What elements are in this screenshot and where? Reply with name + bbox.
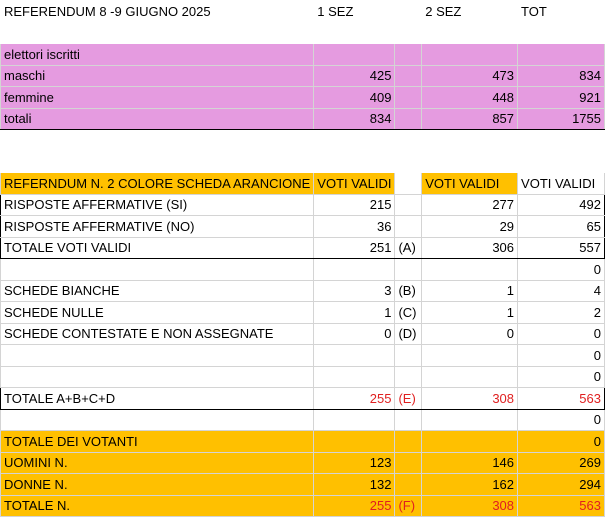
cell-s2[interactable]: 857 [422, 108, 518, 130]
cell-tot[interactable]: 834 [518, 65, 605, 87]
spacer-row [1, 151, 605, 173]
cell-s1[interactable]: 1 [314, 302, 395, 324]
row-label[interactable]: totali [1, 108, 314, 130]
row-blank [1, 259, 605, 281]
cell-s2[interactable]: 146 [422, 452, 518, 474]
row-si [1, 194, 605, 216]
cell-tot[interactable]: 269 [518, 452, 605, 474]
cell-tot[interactable]: 294 [518, 474, 605, 496]
row-blank [1, 366, 605, 388]
row-blank [1, 345, 605, 367]
electors-row-femmine [1, 87, 605, 109]
cell-tot[interactable]: 563 [518, 388, 605, 410]
cell-s1[interactable]: 132 [314, 474, 395, 496]
cell-s1[interactable]: 255 [314, 495, 395, 517]
row-nulle [1, 302, 605, 324]
row-label[interactable]: TOTALE VOTI VALIDI [1, 237, 314, 259]
col-s1-header[interactable]: VOTI VALIDI [314, 173, 395, 195]
referendum-header-row [1, 173, 605, 195]
row-votanti [1, 431, 605, 453]
row-label[interactable]: DONNE N. [1, 474, 314, 496]
cell-s1[interactable]: 3 [314, 280, 395, 302]
cell-tot[interactable]: 65 [518, 216, 605, 238]
row-blank [1, 409, 605, 431]
header-row [1, 1, 605, 23]
row-label[interactable]: femmine [1, 87, 314, 109]
spacer-row [1, 22, 605, 44]
cell-tot[interactable]: 1755 [518, 108, 605, 130]
cell-s2[interactable]: 0 [422, 323, 518, 345]
cell-tag[interactable]: (E) [395, 388, 422, 410]
cell-s2[interactable]: 473 [422, 65, 518, 87]
cell-tag[interactable]: (A) [395, 237, 422, 259]
cell-tot[interactable]: 0 [518, 431, 605, 453]
cell-s2[interactable]: 162 [422, 474, 518, 496]
cell-s1[interactable]: 251 [314, 237, 395, 259]
cell-tot[interactable]: 0 [518, 366, 605, 388]
row-label[interactable]: RISPOSTE AFFERMATIVE (SI) [1, 194, 314, 216]
electors-row-totali [1, 108, 605, 130]
row-uomini [1, 452, 605, 474]
cell-s1[interactable]: 425 [314, 65, 395, 87]
row-label[interactable]: maschi [1, 65, 314, 87]
col-tot-header[interactable]: VOTI VALIDI [518, 173, 605, 195]
cell-s1[interactable]: 255 [314, 388, 395, 410]
cell-s2[interactable]: 29 [422, 216, 518, 238]
cell-tot[interactable]: 0 [518, 323, 605, 345]
sez1-header[interactable]: 1 SEZ [314, 1, 395, 23]
cell-tag[interactable]: (B) [395, 280, 422, 302]
sez2-header[interactable]: 2 SEZ [422, 1, 518, 23]
electors-heading-row [1, 44, 605, 66]
row-totale-validi [1, 237, 605, 259]
cell-tag[interactable]: (D) [395, 323, 422, 345]
row-label[interactable]: TOTALE DEI VOTANTI [1, 431, 314, 453]
spacer-row [1, 130, 605, 152]
cell-tag[interactable]: (F) [395, 495, 422, 517]
row-label[interactable]: UOMINI N. [1, 452, 314, 474]
row-totale-abcd [1, 388, 605, 410]
row-no [1, 216, 605, 238]
cell-s1[interactable]: 834 [314, 108, 395, 130]
cell-tot[interactable]: 0 [518, 345, 605, 367]
row-bianche [1, 280, 605, 302]
cell-tot[interactable]: 0 [518, 259, 605, 281]
row-label[interactable]: SCHEDE CONTESTATE E NON ASSEGNATE [1, 323, 314, 345]
cell-tot[interactable]: 921 [518, 87, 605, 109]
cell-tot[interactable]: 0 [518, 409, 605, 431]
cell-s2[interactable]: 308 [422, 388, 518, 410]
cell-s2[interactable]: 308 [422, 495, 518, 517]
cell-s2[interactable]: 1 [422, 280, 518, 302]
cell-tot[interactable]: 2 [518, 302, 605, 324]
cell-s2[interactable]: 448 [422, 87, 518, 109]
electors-heading[interactable]: elettori iscritti [1, 44, 314, 66]
cell-tag[interactable]: (C) [395, 302, 422, 324]
referendum-title[interactable]: REFERNDUM N. 2 COLORE SCHEDA ARANCIONE [1, 173, 314, 195]
sheet-title[interactable]: REFERENDUM 8 -9 GIUGNO 2025 [1, 1, 314, 23]
row-label[interactable]: TOTALE A+B+C+D [1, 388, 314, 410]
cell-tot[interactable]: 557 [518, 237, 605, 259]
cell-s1[interactable]: 409 [314, 87, 395, 109]
cell-tot[interactable]: 492 [518, 194, 605, 216]
cell-s1[interactable]: 123 [314, 452, 395, 474]
row-label[interactable]: SCHEDE NULLE [1, 302, 314, 324]
col-s2-header[interactable]: VOTI VALIDI [422, 173, 518, 195]
cell-s2[interactable]: 306 [422, 237, 518, 259]
cell-s2[interactable]: 277 [422, 194, 518, 216]
tot-header[interactable]: TOT [518, 1, 605, 23]
row-contestate [1, 323, 605, 345]
cell-s1[interactable]: 215 [314, 194, 395, 216]
cell-tot[interactable]: 563 [518, 495, 605, 517]
cell-s2[interactable]: 1 [422, 302, 518, 324]
cell-tot[interactable]: 4 [518, 280, 605, 302]
row-donne [1, 474, 605, 496]
row-label[interactable]: TOTALE N. [1, 495, 314, 517]
cell-s1[interactable]: 0 [314, 323, 395, 345]
row-label[interactable]: SCHEDE BIANCHE [1, 280, 314, 302]
cell-s1[interactable]: 36 [314, 216, 395, 238]
row-label[interactable]: RISPOSTE AFFERMATIVE (NO) [1, 216, 314, 238]
electors-row-maschi [1, 65, 605, 87]
